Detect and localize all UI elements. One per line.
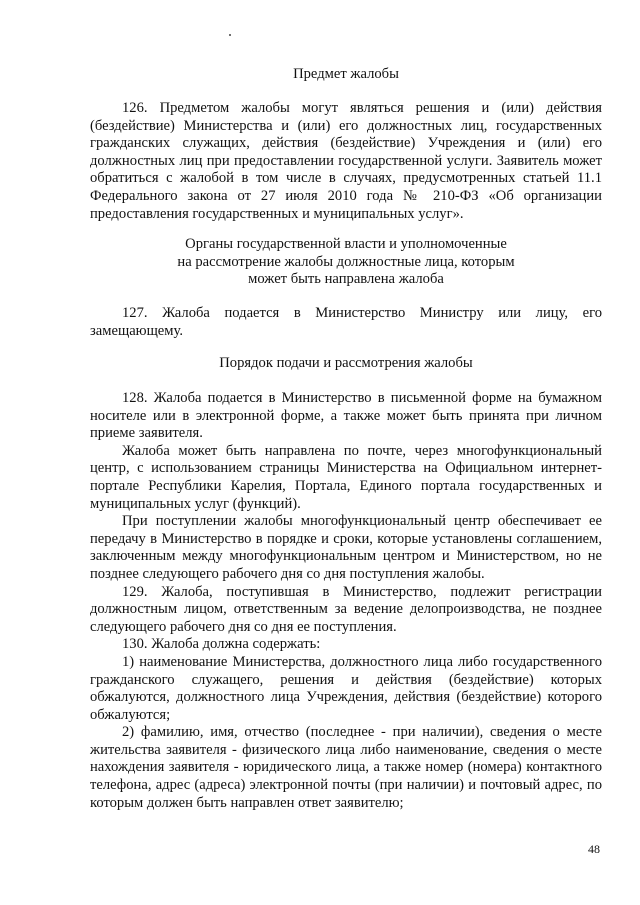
heading-line: на рассмотрение жалобы должностные лица, которым bbox=[177, 253, 515, 270]
section-body-authorities bbox=[90, 305, 602, 340]
paragraph-128-mfc: При поступлении жалобы многофункциональный центр обеспечивает ее передачу в Министерство в порядке и сроки, которые установлены соглашением, заключенным между многофункциональным центром и Министерством, но не позднее следующего рабочего дня со дня поступления жалобы. bbox=[90, 513, 602, 582]
heading-line: может быть направлена жалоба bbox=[248, 271, 444, 288]
paragraph-128-mail: Жалоба может быть направлена по почте, через многофункциональный центр, с использованием страницы Министерства на Официальном интернет-портале Республики Карелия, Портала, Единого портала государственных и муниципальных услуг (функций). bbox=[90, 442, 602, 512]
heading-text: Предмет жалобы bbox=[293, 66, 399, 82]
heading-line: Органы государственной власти и уполномоченные bbox=[185, 236, 507, 252]
paragraph-126: 126. Предметом жалобы могут являться решения и (или) действия (бездействие) Министерства и (или) его должностных лиц, государственных гражданских служащих, действия (бездействие) Учреждения и (или) его должностных лиц при предоставлении государственной услуги. Заявитель может обратиться с жалобой в том числе в случаях, предусмотренных статьей 11.1 Федерального закона от 27 июля 2010 года № 210-ФЗ «Об организации предоставления государственных и муниципальных услуг». bbox=[90, 100, 602, 222]
paragraph-127: 127. Жалоба подается в Министерство Министру или лицу, его замещающему. bbox=[90, 305, 602, 339]
scan-speck bbox=[229, 34, 231, 36]
heading-text: Порядок подачи и рассмотрения жалобы bbox=[219, 355, 473, 371]
paragraph-128: 128. Жалоба подается в Министерство в письменной форме на бумажном носителе или в электронной форме, а также может быть принята при личном приеме заявителя. bbox=[90, 390, 602, 442]
section-body-subject bbox=[90, 100, 602, 223]
section-heading-subject bbox=[90, 66, 602, 84]
section-heading-authorities bbox=[90, 236, 602, 289]
list-item-130-2: 2) фамилию, имя, отчество (последнее - при наличии), сведения о месте жительства заявителя - физического лица либо наименование, сведения о месте нахождения заявителя - юридического лица, а также номер (номера) контактного телефона, адрес (адреса) электронной почты (при наличии) и почтовый адрес, по которым должен быть направлен ответ заявителю; bbox=[90, 724, 602, 811]
list-item-130-1: 1) наименование Министерства, должностного лица либо государственного гражданского служащего, решения и действия (бездействие) которых обжалуются, должностного лица Учреждения, действия (бездействие) которого обжалуются; bbox=[90, 653, 602, 723]
paragraph-130: 130. Жалоба должна содержать: bbox=[122, 636, 321, 653]
section-heading-procedure bbox=[90, 355, 602, 373]
section-body-procedure bbox=[90, 390, 602, 812]
page-number: 48 bbox=[588, 842, 600, 856]
paragraph-129: 129. Жалоба, поступившая в Министерство, подлежит регистрации должностным лицом, ответственным за ведение делопроизводства, не позднее следующего рабочего дня со дня ее поступления. bbox=[90, 583, 602, 635]
